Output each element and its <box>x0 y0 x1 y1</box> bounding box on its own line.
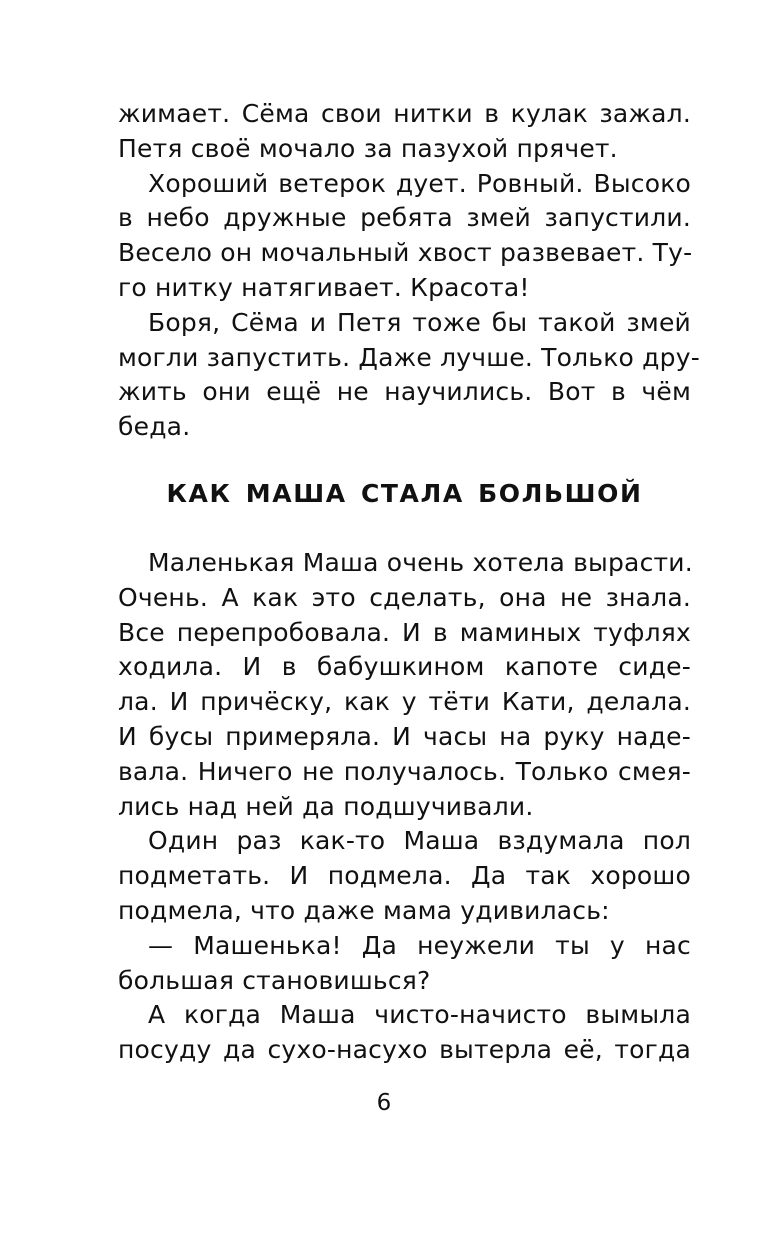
text-line: большая становишься? <box>118 965 431 995</box>
chapter-title: КАК МАША СТАЛА БОЛЬШОЙ <box>166 479 643 508</box>
text-block-bottom <box>118 546 691 1068</box>
text-line: вала. Ничего не получалось. Только смея- <box>118 756 691 786</box>
text-line: подмела, что даже мама удивилась: <box>118 895 610 925</box>
text-line: лись над ней да подшучивали. <box>118 791 534 821</box>
text-line: беда. <box>118 412 191 442</box>
text-line: жимает. Сёма свои нитки в кулак зажал. <box>118 99 691 128</box>
text-line: Весело он мочальный хвост развевает. Ту- <box>118 238 693 268</box>
text-line: могли запустить. Даже лучше. Только дру- <box>118 342 700 372</box>
text-line: Маленькая Маша очень хотела вырасти. <box>148 548 693 577</box>
text-line: ходила. И в бабушкином капоте сиде- <box>118 652 691 682</box>
text-line: А когда Маша чисто-начисто вымыла <box>148 1000 691 1030</box>
text-line: посуду да сухо-насухо вытерла её, тогда <box>118 1035 691 1065</box>
text-line: Очень. А как это сделать, она не знала. <box>118 582 691 612</box>
text-line: — Машенька! Да неужели ты у нас <box>148 930 691 960</box>
text-line: в небо дружные ребята змей запустили. <box>118 203 691 233</box>
text-line: Все перепробовала. И в маминых туфлях <box>118 617 691 647</box>
text-line: подметать. И подмела. Да так хорошо <box>118 861 691 891</box>
text-line: го нитку натягивает. Красота! <box>118 272 530 302</box>
text-line: Боря, Сёма и Петя тоже бы такой змей <box>148 307 691 337</box>
text-line: Хороший ветерок дует. Ровный. Высоко <box>148 168 691 198</box>
text-line: И бусы примеряла. И часы на руку наде- <box>118 721 691 751</box>
page-number: 6 <box>376 1090 392 1116</box>
text-block-top <box>118 97 700 445</box>
text-line: Петя своё мочало за пазухой прячет. <box>118 133 618 163</box>
text-line: жить они ещё не научились. Вот в чём <box>118 377 691 407</box>
text-line: ла. И причёску, как у тёти Кати, делала. <box>118 687 691 717</box>
text-line: Один раз как-то Маша вздумала пол <box>148 826 691 856</box>
